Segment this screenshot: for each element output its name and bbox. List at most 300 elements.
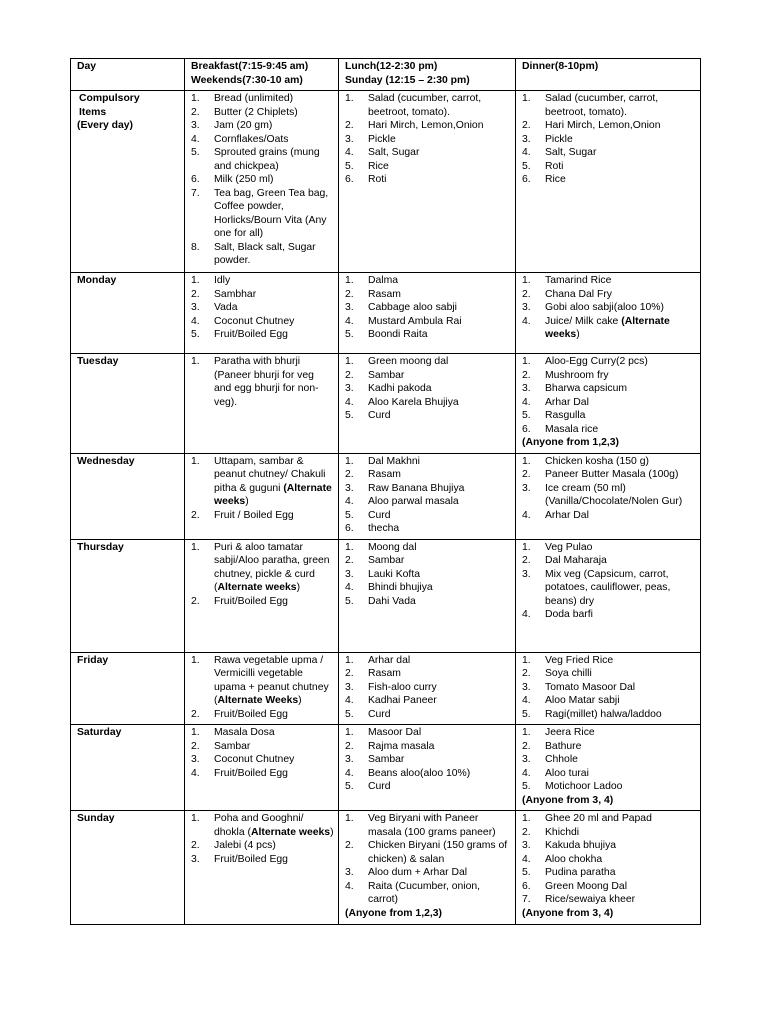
item-text xyxy=(368,839,511,866)
item-number: 3. xyxy=(345,133,354,145)
item-number: 6. xyxy=(345,523,354,534)
breakfast-cell xyxy=(185,273,339,354)
item-text-part: Arhar Dal xyxy=(545,396,589,408)
item-text-part: Tomato Masoor Dal xyxy=(545,681,636,693)
day-cell xyxy=(71,652,185,725)
item-number: 4. xyxy=(522,147,531,158)
item-text xyxy=(545,160,696,174)
dinner-cell xyxy=(516,453,701,539)
item-number: 3. xyxy=(345,681,354,693)
item-text-part: Veg Fried Rice xyxy=(545,654,614,666)
header-dinner: Dinner(8-10pm) xyxy=(516,59,701,91)
menu-item xyxy=(345,274,511,288)
dinner-cell xyxy=(516,725,701,811)
item-text xyxy=(214,288,334,302)
item-number: 5. xyxy=(191,329,200,340)
item-text xyxy=(545,468,696,482)
item-text-part: Poha and Googhni/ dhokla ( xyxy=(214,813,304,838)
item-text xyxy=(368,694,511,708)
lunch-list xyxy=(345,654,511,722)
item-number: 4. xyxy=(345,496,354,507)
lunch-cell xyxy=(339,453,516,539)
item-text-part: Dahi Vada xyxy=(368,595,416,607)
item-number: 2. xyxy=(191,595,200,607)
menu-item xyxy=(345,455,511,469)
item-text-part: Sambar xyxy=(214,740,251,752)
item-number: 2. xyxy=(345,740,354,752)
menu-item xyxy=(345,726,511,740)
item-number: 2. xyxy=(522,120,531,131)
item-text-part: Chicken kosha (150 g) xyxy=(545,455,649,467)
item-text-part: Rasam xyxy=(368,469,401,480)
item-number: 4. xyxy=(522,315,531,327)
dinner-list xyxy=(522,274,696,342)
item-text-part: Fruit/Boiled Egg xyxy=(214,767,288,779)
item-number: 7. xyxy=(191,187,200,199)
item-text-part: Bread (unlimited) xyxy=(214,93,294,104)
item-text xyxy=(545,740,696,754)
item-text-part: Rice xyxy=(368,160,389,172)
menu-item xyxy=(522,509,696,523)
item-text-part: Juice/ Milk cake xyxy=(545,315,622,327)
item-text-part: Masala Dosa xyxy=(214,727,275,738)
item-number: 5. xyxy=(345,509,354,521)
item-text-part: Gobi aloo sabji(aloo 10%) xyxy=(545,302,664,313)
item-text-part: Curd xyxy=(368,708,391,720)
menu-item xyxy=(191,173,334,187)
item-text xyxy=(368,740,511,754)
item-number: 4. xyxy=(522,767,531,779)
menu-item xyxy=(522,288,696,302)
item-text-part: ) xyxy=(576,329,580,340)
item-text xyxy=(214,355,334,409)
item-text xyxy=(214,106,334,120)
menu-item xyxy=(345,812,511,839)
item-text-part: Green Moong Dal xyxy=(545,880,628,892)
item-text xyxy=(545,382,696,396)
menu-item xyxy=(345,396,511,410)
item-number: 3. xyxy=(522,681,531,693)
item-text-part: Fruit / Boiled Egg xyxy=(214,509,294,521)
item-text-part: Fruit/Boiled Egg xyxy=(214,708,288,720)
menu-item xyxy=(191,92,334,106)
dinner-cell xyxy=(516,91,701,273)
lunch-list xyxy=(345,455,511,536)
choice-note: (Anyone from 1,2,3) xyxy=(345,907,442,919)
item-number: 5. xyxy=(191,147,200,158)
menu-item xyxy=(191,241,334,268)
item-number: 6. xyxy=(191,174,200,185)
item-text xyxy=(368,92,511,119)
item-text xyxy=(545,853,696,867)
item-text-part: thecha xyxy=(368,523,400,534)
menu-item xyxy=(345,880,511,907)
menu-item xyxy=(522,893,696,907)
item-number: 3. xyxy=(345,482,354,494)
lunch-cell xyxy=(339,354,516,454)
item-text-part: Hari Mirch, Lemon,Onion xyxy=(368,120,484,131)
menu-item xyxy=(345,767,511,781)
menu-item xyxy=(522,423,696,437)
item-text-part: Salad (cucumber, carrot, beetroot, tomato). xyxy=(368,93,482,118)
item-number: 1. xyxy=(522,541,531,553)
item-text-part: Sambar xyxy=(368,369,405,381)
menu-item xyxy=(345,740,511,754)
menu-item xyxy=(522,482,696,509)
item-text xyxy=(545,173,696,187)
menu-item xyxy=(522,654,696,668)
day-cell xyxy=(71,811,185,925)
item-text-part: ) xyxy=(298,695,302,706)
day-label: Friday xyxy=(77,654,109,666)
item-number: 5. xyxy=(522,410,531,421)
item-text-part: Mix veg (Capsicum, carrot, potatoes, cauliflower, peas, beans) dry xyxy=(545,568,671,607)
item-text xyxy=(545,708,696,722)
item-text xyxy=(214,509,334,523)
dinner-list xyxy=(522,726,696,794)
item-text xyxy=(545,92,696,119)
day-label: Tuesday xyxy=(77,356,119,367)
dinner-cell xyxy=(516,652,701,725)
item-number: 3. xyxy=(345,383,354,394)
menu-item xyxy=(345,866,511,880)
item-number: 2. xyxy=(522,288,531,300)
item-number: 4. xyxy=(345,880,354,892)
menu-item xyxy=(345,288,511,302)
dinner-list xyxy=(522,92,696,187)
item-number: 2. xyxy=(522,668,531,679)
item-text xyxy=(545,369,696,383)
menu-item xyxy=(191,595,334,609)
item-text-part: Salt, Black salt, Sugar powder. xyxy=(214,241,316,266)
item-number: 3. xyxy=(522,754,531,765)
item-text-part: Beans aloo(aloo 10%) xyxy=(368,767,471,779)
item-text-part: Aloo dum + Arhar Dal xyxy=(368,867,468,878)
item-number: 2. xyxy=(522,369,531,381)
lunch-list xyxy=(345,92,511,187)
item-text xyxy=(368,681,511,695)
item-text-part: Chhole xyxy=(545,754,578,765)
item-text-part: Soya chilli xyxy=(545,668,592,679)
item-text xyxy=(368,455,511,469)
item-text xyxy=(214,274,334,288)
dinner-list xyxy=(522,455,696,523)
item-number: 2. xyxy=(345,369,354,381)
item-number: 2. xyxy=(345,469,354,480)
item-text-part: Hari Mirch, Lemon,Onion xyxy=(545,120,661,131)
item-text xyxy=(545,681,696,695)
menu-item xyxy=(345,522,511,536)
item-text xyxy=(368,522,511,536)
menu-item xyxy=(522,880,696,894)
item-text xyxy=(545,554,696,568)
item-number: 1. xyxy=(522,813,531,824)
day-cell xyxy=(71,539,185,652)
lunch-cell xyxy=(339,91,516,273)
item-text xyxy=(214,119,334,133)
item-text xyxy=(214,839,334,853)
menu-item xyxy=(345,468,511,482)
item-text xyxy=(214,767,334,781)
item-text xyxy=(545,423,696,437)
item-text xyxy=(214,708,334,722)
item-number: 1. xyxy=(345,455,354,467)
menu-item xyxy=(345,146,511,160)
item-number: 1. xyxy=(191,356,200,367)
menu-item xyxy=(522,554,696,568)
choice-note: (Anyone from 1,2,3) xyxy=(522,437,619,448)
item-text xyxy=(545,812,696,826)
menu-item xyxy=(345,568,511,582)
item-text xyxy=(545,133,696,147)
item-text-part: Bhindi bhujiya xyxy=(368,582,433,593)
menu-item xyxy=(345,654,511,668)
item-text-part: Raw Banana Bhujiya xyxy=(368,482,465,494)
item-number: 8. xyxy=(191,241,200,253)
item-text-part: Aloo parwal masala xyxy=(368,496,459,507)
item-text-part: Pudina paratha xyxy=(545,867,616,878)
item-text-part: Salad (cucumber, carrot, beetroot, tomato). xyxy=(545,93,659,118)
item-text-bold: (Alternate weeks xyxy=(545,315,670,340)
item-text xyxy=(545,826,696,840)
item-number: 1. xyxy=(345,727,354,738)
item-number: 3. xyxy=(522,383,531,394)
item-text-part: Sambar xyxy=(368,754,405,765)
menu-item xyxy=(345,554,511,568)
item-number: 4. xyxy=(522,609,531,620)
item-number: 5. xyxy=(345,160,354,172)
item-text xyxy=(368,509,511,523)
item-number: 2. xyxy=(191,840,200,851)
item-text-part: Coconut Chutney xyxy=(214,315,295,327)
menu-item xyxy=(522,396,696,410)
item-number: 3. xyxy=(522,482,531,494)
item-text xyxy=(368,866,511,880)
menu-item xyxy=(191,133,334,147)
item-text xyxy=(545,726,696,740)
item-text-part: Milk (250 ml) xyxy=(214,174,274,185)
item-text-part: Green moong dal xyxy=(368,356,449,367)
menu-item xyxy=(345,482,511,496)
item-number: 1. xyxy=(522,93,531,104)
menu-item xyxy=(191,274,334,288)
item-number: 2. xyxy=(522,555,531,566)
menu-item xyxy=(522,767,696,781)
item-text-part: Kadhai Paneer xyxy=(368,695,437,706)
menu-item xyxy=(522,839,696,853)
item-text-part: Puri & aloo tamatar sabji/Aloo paratha, green chutney, pickle & curd ( xyxy=(214,541,330,593)
item-text xyxy=(368,369,511,383)
item-text-part: Veg Pulao xyxy=(545,541,593,553)
menu-item xyxy=(522,301,696,315)
menu-item xyxy=(522,315,696,342)
breakfast-list xyxy=(191,654,334,722)
menu-item xyxy=(191,455,334,509)
menu-item xyxy=(522,568,696,609)
item-number: 5. xyxy=(522,781,531,792)
day-label: Wednesday xyxy=(77,455,135,467)
item-text xyxy=(368,726,511,740)
item-text xyxy=(368,880,511,907)
item-number: 3. xyxy=(522,568,531,580)
item-number: 4. xyxy=(522,695,531,706)
item-text xyxy=(368,767,511,781)
menu-item xyxy=(522,826,696,840)
item-text xyxy=(545,455,696,469)
menu-item xyxy=(522,812,696,826)
item-number: 3. xyxy=(191,853,200,865)
item-text-part: Fruit/Boiled Egg xyxy=(214,853,288,865)
item-text xyxy=(368,315,511,329)
menu-item xyxy=(522,146,696,160)
item-text xyxy=(545,509,696,523)
item-text-bold: (Alternate weeks xyxy=(214,482,332,507)
item-text-part: Butter (2 Chiplets) xyxy=(214,106,298,118)
item-number: 3. xyxy=(345,754,354,765)
item-text-part: Cabbage aloo sabji xyxy=(368,302,457,313)
item-number: 4. xyxy=(191,767,200,779)
item-text xyxy=(368,541,511,555)
item-text-part: Ragi(millet) halwa/laddoo xyxy=(545,708,662,720)
item-number: 1. xyxy=(522,455,531,467)
choice-note: (Anyone from 3, 4) xyxy=(522,794,614,806)
breakfast-cell xyxy=(185,539,339,652)
item-text-part: Uttapam, sambar & peanut chutney/ Chakuli pitha & guguni xyxy=(214,455,326,494)
item-text xyxy=(545,568,696,609)
item-text xyxy=(214,301,334,315)
item-number: 3. xyxy=(345,867,354,878)
dinner-list xyxy=(522,812,696,907)
item-text-part: Masoor Dal xyxy=(368,727,422,738)
menu-item xyxy=(345,753,511,767)
breakfast-cell xyxy=(185,725,339,811)
item-number: 5. xyxy=(345,595,354,607)
item-text xyxy=(545,409,696,423)
item-text-bold: Alternate weeks xyxy=(217,582,297,593)
menu-item xyxy=(522,382,696,396)
item-number: 6. xyxy=(522,880,531,892)
item-text xyxy=(214,812,334,839)
item-text xyxy=(368,146,511,160)
item-number: 1. xyxy=(345,275,354,286)
item-text-part: Jam (20 gm) xyxy=(214,120,273,131)
item-text-part: Mustard Ambula Rai xyxy=(368,315,462,327)
item-number: 4. xyxy=(345,147,354,158)
item-text-part: Motichoor Ladoo xyxy=(545,781,623,792)
item-number: 6. xyxy=(522,423,531,435)
item-text xyxy=(214,92,334,106)
item-text-part: Mushroom fry xyxy=(545,369,609,381)
row-friday xyxy=(71,652,701,725)
item-text-part: Arhar Dal xyxy=(545,509,589,521)
item-text xyxy=(545,880,696,894)
item-text xyxy=(368,173,511,187)
item-number: 3. xyxy=(522,133,531,145)
item-number: 4. xyxy=(522,853,531,865)
menu-item xyxy=(345,681,511,695)
item-number: 1. xyxy=(345,93,354,104)
item-text-part: Curd xyxy=(368,509,391,521)
row-thursday xyxy=(71,539,701,652)
item-number: 2. xyxy=(345,840,354,851)
item-number: 1. xyxy=(522,275,531,286)
item-text xyxy=(368,301,511,315)
item-text-part: ) xyxy=(330,826,334,838)
item-number: 2. xyxy=(345,668,354,679)
row-sunday xyxy=(71,811,701,925)
item-number: 3. xyxy=(191,302,200,313)
item-text xyxy=(545,301,696,315)
item-text xyxy=(214,173,334,187)
item-text-part: Masala rice xyxy=(545,423,599,435)
item-text-part: Coconut Chutney xyxy=(214,754,295,765)
item-text xyxy=(368,753,511,767)
item-text xyxy=(214,146,334,173)
item-text xyxy=(368,581,511,595)
item-number: 6. xyxy=(522,174,531,185)
item-number: 5. xyxy=(345,781,354,792)
item-text xyxy=(368,396,511,410)
menu-item xyxy=(345,119,511,133)
item-text xyxy=(214,595,334,609)
item-text xyxy=(214,133,334,147)
item-number: 7. xyxy=(522,894,531,905)
menu-item xyxy=(522,853,696,867)
item-text-part: Pickle xyxy=(545,133,573,145)
lunch-list xyxy=(345,355,511,423)
menu-item xyxy=(191,853,334,867)
dinner-cell xyxy=(516,539,701,652)
menu-item xyxy=(345,160,511,174)
menu-item xyxy=(345,667,511,681)
menu-item xyxy=(191,328,334,342)
item-text xyxy=(368,780,511,794)
item-text-part: Kakuda bhujiya xyxy=(545,840,617,851)
item-text-part: Doda barfi xyxy=(545,609,593,620)
item-text xyxy=(214,654,334,708)
lunch-cell xyxy=(339,539,516,652)
item-text-part: Kadhi pakoda xyxy=(368,383,432,394)
item-text-part: Rasam xyxy=(368,288,401,300)
menu-item xyxy=(345,92,511,119)
item-text xyxy=(545,780,696,794)
item-text-part: Pickle xyxy=(368,133,396,145)
menu-item xyxy=(191,146,334,173)
breakfast-list xyxy=(191,812,334,866)
item-number: 5. xyxy=(345,410,354,421)
menu-item xyxy=(522,753,696,767)
item-number: 4. xyxy=(345,315,354,327)
day-cell xyxy=(71,453,185,539)
item-number: 2. xyxy=(522,469,531,480)
item-number: 1. xyxy=(191,727,200,738)
menu-item xyxy=(522,133,696,147)
item-text xyxy=(214,455,334,509)
item-text-part: Rawa vegetable upma / Vermicilli vegetable upama + peanut chutney ( xyxy=(214,654,329,706)
item-number: 3. xyxy=(191,754,200,765)
item-text-bold: Alternate weeks xyxy=(250,826,331,838)
item-text xyxy=(368,468,511,482)
header-row xyxy=(71,59,701,91)
item-number: 5. xyxy=(345,708,354,720)
dinner-cell xyxy=(516,354,701,454)
item-number: 4. xyxy=(191,315,200,327)
item-text-part: Salt, Sugar xyxy=(368,147,420,158)
item-text xyxy=(214,853,334,867)
menu-item xyxy=(345,133,511,147)
day-label: Sunday xyxy=(77,813,115,824)
menu-item xyxy=(522,468,696,482)
